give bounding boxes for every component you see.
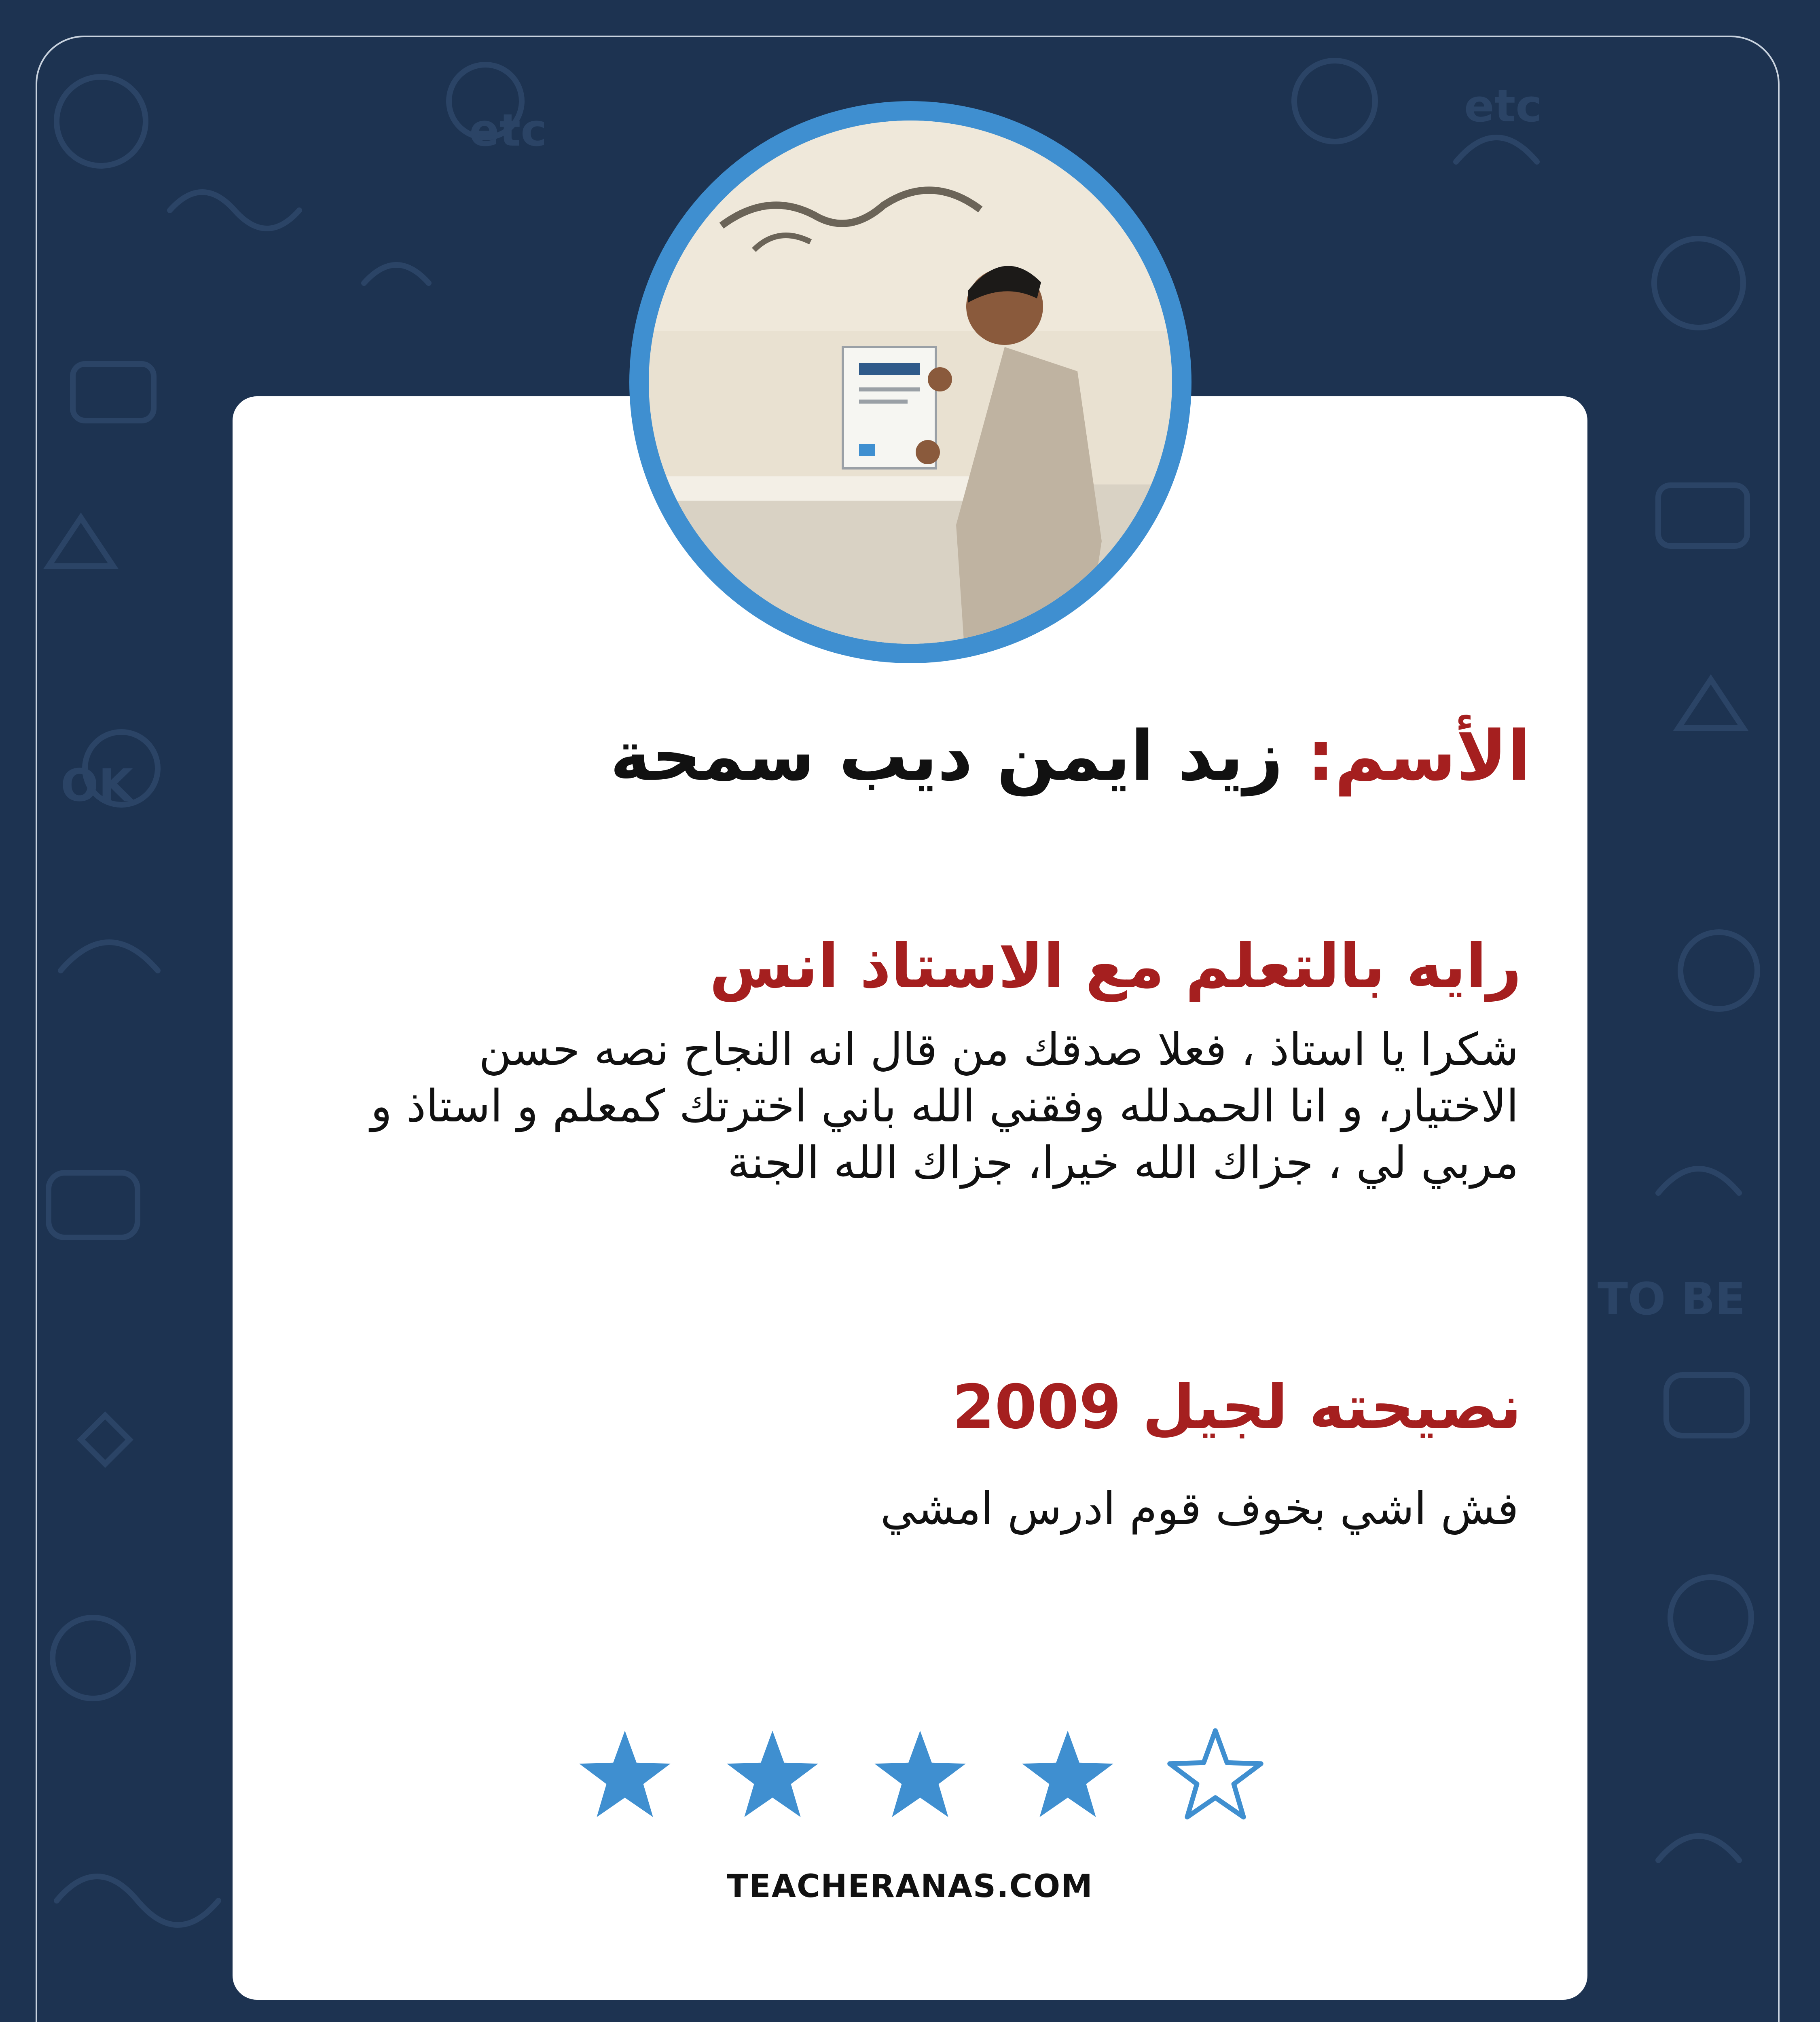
advice-text: فش اشي بخوف قوم ادرس امشي (880, 1483, 1519, 1534)
student-name (610, 712, 1531, 801)
star-icon (724, 1727, 821, 1824)
star-icon (1019, 1727, 1116, 1824)
star-rating (576, 1727, 1264, 1824)
svg-text:TO BE: TO BE (1598, 1273, 1746, 1325)
website-url: TEACHERANAS.COM (727, 1868, 1093, 1905)
avatar (629, 101, 1191, 663)
svg-text:etc: etc (469, 104, 547, 156)
star-icon (872, 1727, 969, 1824)
person-photo (649, 121, 1172, 644)
svg-text:etc: etc (1464, 80, 1542, 132)
opinion-heading: رايه بالتعلم مع الاستاذ انس (709, 931, 1522, 1002)
svg-text:OK: OK (61, 759, 133, 811)
opinion-text: شكرا يا استاذ ، فعلا صدقك من قال انه النجاح نصه حسن الاختيار، و انا الحمدلله وفقني الله باني اخترتك كمعلم و استاذ و مربي لي ، جزاك الله خيرا، جزاك الله الجنة (370, 1024, 1519, 1189)
name-value: زيد ايمن ديب سمحة (610, 716, 1283, 796)
name-label: الأسم: (1307, 716, 1531, 796)
star-icon (576, 1727, 673, 1824)
star-outline-icon (1167, 1727, 1264, 1824)
advice-heading: نصيحته لجيل 2009 (952, 1372, 1522, 1442)
